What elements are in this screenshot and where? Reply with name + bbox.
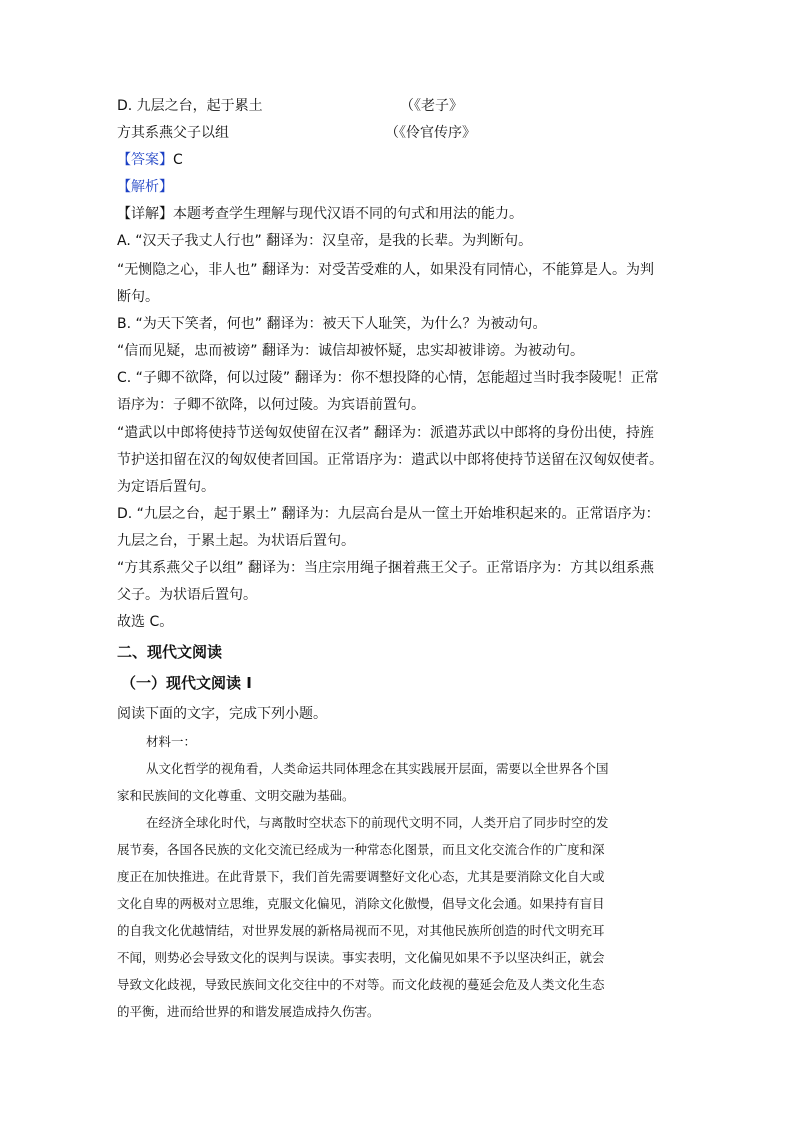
passage-line: 度正在加快推进。在此背景下，我们首先需要调整好文化心态，尤其是要消除文化自大或 bbox=[117, 869, 605, 884]
analysis-line: 断句。 bbox=[117, 289, 159, 305]
detail-tag: 【详解】 bbox=[117, 206, 173, 222]
option-d2-line bbox=[117, 123, 476, 143]
material-label: 材料一： bbox=[146, 734, 197, 749]
passage-line: 不闻，则势必会导致文化的误判与误读。事实表明，文化偏见如果不予以坚决纠正，就会 bbox=[117, 950, 605, 965]
analysis-line: “方其系燕父子以组” 翻译为：当庄宗用绳子捆着燕王父子。正常语序为：方其以组系燕 bbox=[117, 560, 654, 576]
analysis-tag: 【解析】 bbox=[117, 179, 173, 195]
analysis-line: “遣武以中郎将使持节送匈奴使留在汉者” 翻译为：派遣苏武以中郎将的身份出使，持旌 bbox=[117, 425, 654, 441]
analysis-line: “无恻隐之心，非人也” 翻译为：对受苦受难的人，如果没有同情心，不能算是人。为判 bbox=[117, 262, 654, 278]
instruction-text: 阅读下面的文字，完成下列小题。 bbox=[117, 706, 327, 722]
analysis-line: A. “汉天子我丈人行也” 翻译为：汉皇帝，是我的长辈。为判断句。 bbox=[117, 233, 533, 249]
answer-tag: 【答案】 bbox=[117, 152, 173, 168]
option-d2-text: 方其系燕父子以组 bbox=[117, 125, 229, 141]
option-d-text: D. 九层之台，起于累土 bbox=[117, 98, 263, 114]
option-d-source: （《老子》 bbox=[400, 98, 463, 114]
passage-line: 家和民族间的文化尊重、文明交融为基础。 bbox=[117, 788, 355, 803]
detail-text: 本题考查学生理解与现代汉语不同的句式和用法的能力。 bbox=[173, 206, 523, 222]
passage-line: 导致文化歧视，导致民族间文化交往中的不对等。而文化歧视的蔓延会危及人类文化生态 bbox=[117, 977, 605, 992]
analysis-line bbox=[117, 177, 173, 197]
analysis-line: 故选 C。 bbox=[117, 614, 174, 630]
answer-line bbox=[117, 150, 183, 170]
analysis-line: D. “九层之台，起于累土” 翻译为：九层高台是从一筐土开始堆积起来的。正常语序为： bbox=[117, 506, 660, 522]
passage-line: 展节奏，各国各民族的文化交流已经成为一种常态化图景，而且文化交流合作的广度和深 bbox=[117, 842, 605, 857]
analysis-line: 九层之台，于累土起。为状语后置句。 bbox=[117, 533, 355, 549]
passage-line: 从文化哲学的视角看，人类命运共同体理念在其实践展开层面，需要以全世界各个国 bbox=[146, 761, 609, 776]
analysis-line: 语序为：子卿不欲降，以何过陵。为宾语前置句。 bbox=[117, 397, 425, 413]
section-title: 二、现代文阅读 bbox=[117, 643, 223, 661]
analysis-line: “信而见疑，忠而被谤” 翻译为：诚信却被怀疑，忠实却被诽谤。为被动句。 bbox=[117, 343, 584, 359]
passage-line: 的自我文化优越情结，对世界发展的新格局视而不见，对其他民族所创造的时代文明充耳 bbox=[117, 923, 605, 938]
analysis-line: 节护送扣留在汉的匈奴使者回国。正常语序为：遣武以中郎将使持节送留在汉匈奴使者。 bbox=[117, 452, 663, 468]
detail-line bbox=[117, 204, 523, 224]
analysis-line: C. “子卿不欲降，何以过陵” 翻译为：你不想投降的心情，怎能超过当时我李陵呢！正常 bbox=[117, 370, 659, 386]
answer-value: C bbox=[173, 152, 183, 168]
option-d2-source: （《伶官传序》 bbox=[385, 125, 476, 141]
analysis-line: 父子。为状语后置句。 bbox=[117, 587, 257, 603]
passage-line: 在经济全球化时代，与离散时空状态下的前现代文明不同，人类开启了同步时空的发 bbox=[146, 815, 609, 830]
analysis-line: 为定语后置句。 bbox=[117, 479, 215, 495]
passage-line: 的平衡，进而给世界的和谐发展造成持久伤害。 bbox=[117, 1004, 380, 1019]
option-d-line bbox=[117, 96, 463, 116]
analysis-line: B. “为天下笑者，何也” 翻译为：被天下人耻笑，为什么？为被动句。 bbox=[117, 316, 547, 332]
passage-line: 文化自卑的两极对立思维，克服文化偏见，消除文化傲慢，倡导文化会通。如果持有盲目 bbox=[117, 896, 605, 911]
subsection-title: （一）现代文阅读 I bbox=[121, 674, 252, 692]
